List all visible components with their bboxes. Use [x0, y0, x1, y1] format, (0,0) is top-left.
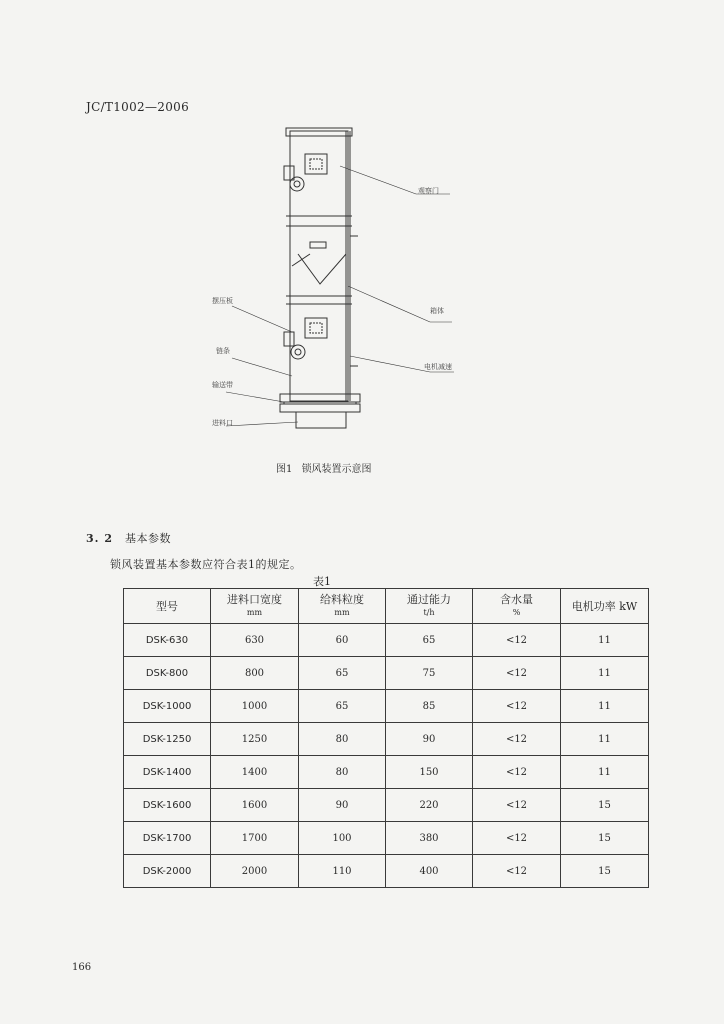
- table-cell: 11: [561, 624, 649, 657]
- airlock-diagram: [200, 126, 460, 436]
- cell-model: DSK-630: [124, 624, 211, 657]
- label-observation-door: 观察门: [418, 187, 439, 195]
- table-row: [124, 624, 649, 657]
- table-cell: 11: [561, 690, 649, 723]
- table-cell: 1000: [211, 690, 299, 723]
- page-number: 166: [72, 962, 92, 973]
- header-motor-power: 电机功率 kW: [561, 589, 649, 624]
- table-cell: 85: [386, 690, 473, 723]
- doc-code: JC/T1002—2006: [86, 100, 190, 114]
- table-cell: 90: [386, 723, 473, 756]
- table-cell: 2000: [211, 855, 299, 888]
- table-row: [124, 822, 649, 855]
- table-cell: 80: [299, 756, 386, 789]
- figure-caption: [276, 460, 372, 475]
- label-chain: 链条: [216, 347, 230, 355]
- table-row: [124, 756, 649, 789]
- label-conveyor: 输送带: [212, 381, 233, 389]
- table-row: [124, 723, 649, 756]
- cell-model: DSK-2000: [124, 855, 211, 888]
- table-cell: 65: [299, 690, 386, 723]
- table-cell: 380: [386, 822, 473, 855]
- table-cell: 15: [561, 789, 649, 822]
- table-cell: 630: [211, 624, 299, 657]
- airlock-drawing: [200, 126, 460, 436]
- table-cell: 60: [299, 624, 386, 657]
- table-cell: 100: [299, 822, 386, 855]
- figure-number: 图1: [276, 464, 293, 475]
- header-capacity: 通过能力 t/h: [386, 589, 473, 624]
- table-cell: 11: [561, 657, 649, 690]
- table-cell: <12: [473, 624, 561, 657]
- table-cell: 110: [299, 855, 386, 888]
- cell-model: DSK-1400: [124, 756, 211, 789]
- cell-model: DSK-1250: [124, 723, 211, 756]
- table-row: [124, 855, 649, 888]
- section-heading: [86, 530, 171, 546]
- figure-title: 锁风装置示意图: [301, 464, 372, 475]
- table-cell: 15: [561, 855, 649, 888]
- table-cell: 80: [299, 723, 386, 756]
- table-cell: <12: [473, 855, 561, 888]
- label-press-plate: 摆压板: [212, 297, 233, 305]
- table-body: [124, 624, 649, 888]
- table-cell: 75: [386, 657, 473, 690]
- table-row: [124, 690, 649, 723]
- header-moisture: 含水量 %: [473, 589, 561, 624]
- parameters-table: [123, 588, 649, 888]
- cell-model: DSK-1000: [124, 690, 211, 723]
- table-cell: <12: [473, 690, 561, 723]
- table-cell: 11: [561, 723, 649, 756]
- cell-model: DSK-800: [124, 657, 211, 690]
- section-number: 3. 2: [86, 532, 113, 545]
- cell-model: DSK-1700: [124, 822, 211, 855]
- table-cell: <12: [473, 723, 561, 756]
- cell-model: DSK-1600: [124, 789, 211, 822]
- label-motor-reducer: 电机减速: [424, 363, 452, 371]
- table-caption: 表1: [313, 575, 331, 588]
- table-cell: 65: [299, 657, 386, 690]
- table-cell: 1600: [211, 789, 299, 822]
- table-cell: 90: [299, 789, 386, 822]
- label-inlet: 进料口: [212, 419, 233, 427]
- table-cell: 220: [386, 789, 473, 822]
- table-row: [124, 789, 649, 822]
- header-inlet-width: 进料口宽度 mm: [211, 589, 299, 624]
- table-header-row: [124, 589, 649, 624]
- table-cell: <12: [473, 657, 561, 690]
- table-cell: 1400: [211, 756, 299, 789]
- section-title: 基本参数: [124, 532, 171, 545]
- table-cell: 1250: [211, 723, 299, 756]
- header-model: 型号: [124, 589, 211, 624]
- table-cell: 11: [561, 756, 649, 789]
- table-cell: <12: [473, 822, 561, 855]
- table-cell: 150: [386, 756, 473, 789]
- table-cell: 800: [211, 657, 299, 690]
- body-paragraph: 锁风装置基本参数应符合表1的规定。: [110, 558, 302, 571]
- table-cell: 1700: [211, 822, 299, 855]
- table-cell: <12: [473, 789, 561, 822]
- table-cell: <12: [473, 756, 561, 789]
- table-cell: 400: [386, 855, 473, 888]
- header-feed-size: 给料粒度 mm: [299, 589, 386, 624]
- table-cell: 65: [386, 624, 473, 657]
- table-row: [124, 657, 649, 690]
- table-cell: 15: [561, 822, 649, 855]
- label-housing: 箱体: [430, 307, 444, 315]
